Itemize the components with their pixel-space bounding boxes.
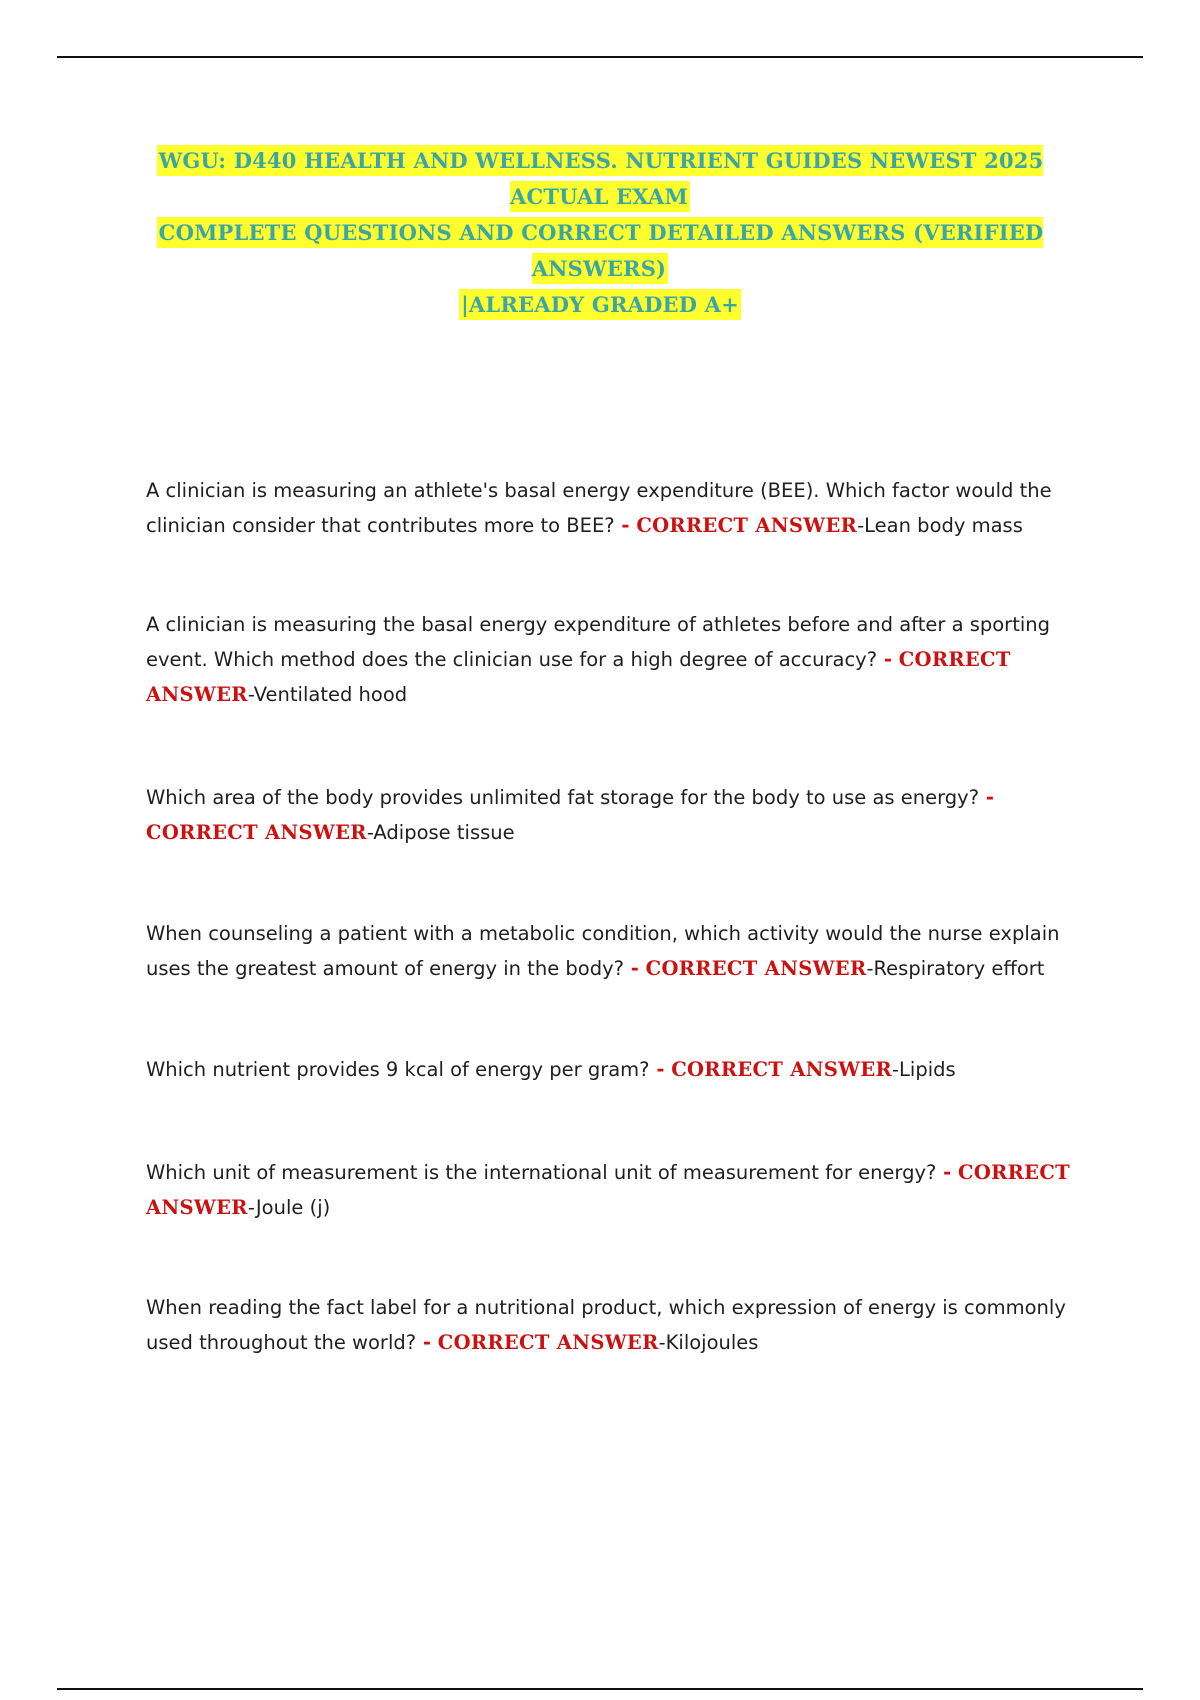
question-text: Which nutrient provides 9 kcal of energy per gram? — [146, 1058, 650, 1081]
correct-answer-label: CORRECT ANSWER — [645, 957, 867, 980]
document-title — [120, 143, 1080, 323]
answer-separator: - — [623, 957, 646, 980]
answer-separator: - — [877, 648, 899, 671]
answer-text: -Lean body mass — [857, 514, 1023, 537]
answer-separator: - — [936, 1161, 959, 1184]
qa-item-5 — [146, 1052, 1086, 1087]
answer-separator: - — [416, 1331, 438, 1354]
answer-text: -Joule (j) — [247, 1196, 331, 1219]
question-text: Which unit of measurement is the international unit of measurement for energy? — [146, 1161, 937, 1184]
correct-answer-label: CORRECT ANSWER — [636, 514, 858, 537]
qa-item-2 — [146, 607, 1086, 712]
question-text: A clinician is measuring an athlete's basal energy expenditure (BEE). Which factor would the clinician consider that contributes more to BEE? — [146, 479, 1052, 537]
title-line-1: WGU: D440 HEALTH AND WELLNESS. NUTRIENT GUIDES NEWEST 2025 ACTUAL EXAM — [157, 145, 1044, 212]
correct-answer-label: CORRECT ANSWER — [146, 648, 1011, 706]
correct-answer-label: CORRECT ANSWER — [437, 1331, 659, 1354]
title-line-2: COMPLETE QUESTIONS AND CORRECT DETAILED ANSWERS (VERIFIED ANSWERS) — [157, 217, 1044, 284]
qa-item-1 — [146, 473, 1086, 543]
answer-text: -Kilojoules — [658, 1331, 759, 1354]
header-rule — [57, 56, 1143, 58]
question-text: When reading the fact label for a nutritional product, which expression of energy is commonly used throughout the world? — [146, 1296, 1066, 1354]
qa-item-7 — [146, 1290, 1086, 1360]
answer-text: -Lipids — [892, 1058, 956, 1081]
answer-separator: - — [649, 1058, 672, 1081]
answer-separator: - — [979, 786, 994, 809]
correct-answer-label: CORRECT ANSWER — [671, 1058, 893, 1081]
question-text: Which area of the body provides unlimited fat storage for the body to use as energy? — [146, 786, 980, 809]
question-text: When counseling a patient with a metabolic condition, which activity would the nurse explain uses the greatest amount of energy in the body? — [146, 922, 1060, 980]
answer-text: -Adipose tissue — [366, 821, 515, 844]
question-text: A clinician is measuring the basal energy expenditure of athletes before and after a sporting event. Which method does the clinician use for a high degree of accuracy? — [146, 613, 1050, 671]
footer-rule — [57, 1688, 1143, 1690]
correct-answer-label: CORRECT ANSWER — [146, 821, 367, 844]
answer-text: -Respiratory effort — [866, 957, 1045, 980]
answer-separator: - — [614, 514, 637, 537]
qa-item-3 — [146, 780, 1086, 850]
title-line-3: |ALREADY GRADED A+ — [459, 289, 741, 320]
answer-text: -Ventilated hood — [247, 683, 408, 706]
qa-item-4 — [146, 916, 1086, 986]
qa-item-6 — [146, 1155, 1086, 1225]
correct-answer-label: CORRECT ANSWER — [146, 1161, 1070, 1219]
